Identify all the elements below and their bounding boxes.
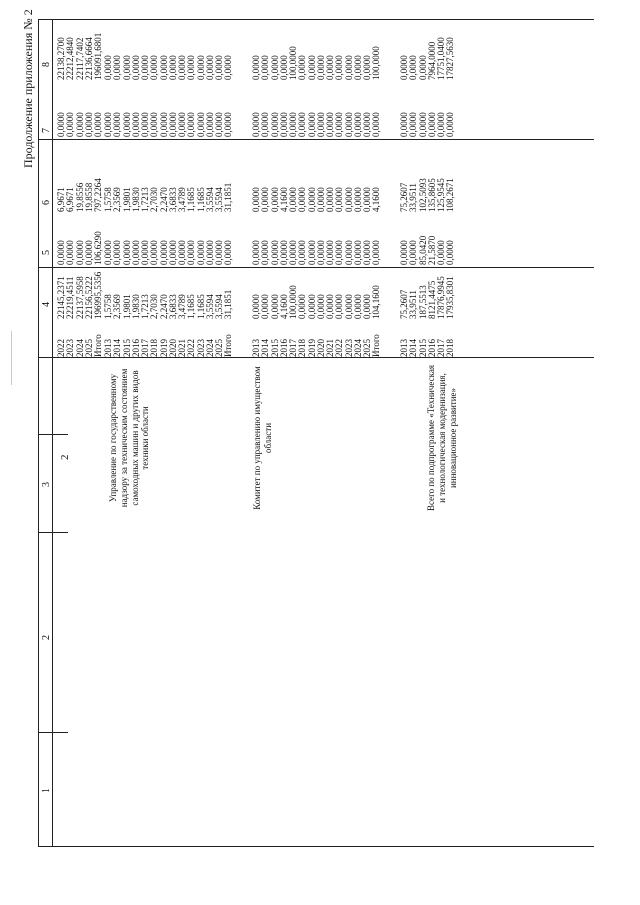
col4-cell: 0,0000: [306, 294, 317, 319]
col8-cell: 0,0000: [399, 55, 409, 80]
col6-cell: 3,5594: [204, 187, 215, 212]
col6-cell: 2,3569: [112, 187, 123, 212]
col6-cell: 1,5758: [103, 187, 113, 212]
year-cell: 2025: [83, 339, 94, 357]
col5-cell: 0,0000: [195, 240, 206, 265]
col7-cell: 0,0000: [140, 112, 150, 137]
col8-cell: 17827,5630: [445, 37, 456, 80]
col5-cell: 0,0000: [112, 240, 123, 265]
year-cell: 2014: [260, 339, 271, 357]
col8-cell: 0,0000: [112, 55, 123, 80]
col8-cell: 0,0000: [158, 55, 169, 80]
col7-cell: 0,0000: [56, 112, 66, 137]
col5-cell: 0,0000: [269, 240, 280, 265]
col7-cell: 0,0000: [121, 112, 132, 137]
col4-cell: 100,0000: [288, 285, 298, 319]
year-cell: 2020: [315, 339, 326, 357]
col8-cell: 22212,4840: [65, 37, 76, 80]
col7-cell: 0,0000: [103, 112, 113, 137]
col6-cell: 0,0000: [269, 187, 280, 212]
col8-cell: 0,0000: [167, 55, 178, 80]
col7-cell: 0,0000: [177, 112, 187, 137]
col7-cell: 0,0000: [306, 112, 317, 137]
year-cell: 2019: [306, 339, 317, 357]
col6-cell: 2,7030: [149, 187, 160, 212]
col4-cell: 0,0000: [325, 294, 335, 319]
col8-cell: 0,0000: [204, 55, 215, 80]
col4-cell: 0,0000: [315, 294, 326, 319]
col4-cell: 0,0000: [334, 294, 345, 319]
col8-cell: 0,0000: [334, 55, 345, 80]
year-cell: 2014: [112, 339, 123, 357]
year-cell: 2016: [278, 339, 289, 357]
continuation-title: Продолжение приложения № 2: [21, 9, 35, 168]
col6-cell: 2,2470: [158, 187, 169, 212]
col5-cell: 0,0000: [56, 240, 66, 265]
year-cell: 2016: [130, 339, 141, 357]
col6-cell: 19,8558: [83, 182, 94, 212]
col4-cell: 2,2470: [158, 294, 169, 319]
col7-cell: 0,0000: [352, 112, 363, 137]
col8-cell: 7964,0000: [426, 41, 437, 80]
col7-cell: 0,0000: [362, 112, 372, 137]
col4-cell: 0,0000: [260, 294, 271, 319]
col4-cell: 1,5758: [103, 294, 113, 319]
col5-cell: 0,0000: [352, 240, 363, 265]
col4-cell: 0,0000: [362, 294, 372, 319]
col5-cell: 85,0420: [417, 235, 428, 265]
year-cell: 2013: [399, 339, 409, 357]
col5-cell: 0,0000: [65, 240, 76, 265]
col4-cell: 4,1600: [278, 294, 289, 319]
col5-cell: 0,0000: [445, 240, 456, 265]
col4-cell: 0,0000: [269, 294, 280, 319]
col4-cell: 1,9830: [130, 294, 141, 319]
col5-cell: 0,0000: [288, 240, 298, 265]
col7-cell: 0,0000: [195, 112, 206, 137]
col-line-1: [38, 732, 68, 733]
col5-cell: 0,0000: [371, 240, 382, 265]
year-cell: 2013: [103, 339, 113, 357]
col4-cell: 0,0000: [343, 294, 354, 319]
col8-cell: 0,0000: [343, 55, 354, 80]
col7-cell: 0,0000: [65, 112, 76, 137]
col-line-2: [38, 434, 68, 435]
col5-cell: 0,0000: [334, 240, 345, 265]
col4-cell: 1,9801: [121, 294, 132, 319]
col8-cell: 0,0000: [214, 55, 224, 80]
year-cell: 2016: [426, 339, 437, 357]
col5-cell: 0,0000: [214, 240, 224, 265]
block-label: Управление по государственному надзору за техническим состоянием самоходных машин и других видов техники области: [108, 368, 151, 508]
col4-cell: 22137,5958: [74, 276, 85, 319]
col8-cell: 0,0000: [223, 55, 234, 80]
year-cell: 2025: [362, 339, 372, 357]
col5-cell: 0,0000: [130, 240, 141, 265]
col7-cell: 0,0000: [149, 112, 160, 137]
col8-cell: 22138,2700: [56, 37, 66, 80]
col5-cell: 0,0000: [278, 240, 289, 265]
col7-cell: 0,0000: [417, 112, 428, 137]
col4-cell: 22145,2371: [56, 276, 66, 319]
col8-cell: 0,0000: [195, 55, 206, 80]
colnum-7: 7: [41, 128, 52, 133]
year-cell: 2023: [65, 339, 76, 357]
col7-cell: 0,0000: [260, 112, 271, 137]
col6-cell: 3,4789: [177, 187, 187, 212]
col7-cell: 0,0000: [288, 112, 298, 137]
year-cell: 2024: [204, 339, 215, 357]
year-cell: Итого: [93, 334, 103, 357]
col8-cell: 0,0000: [315, 55, 326, 80]
year-cell: 2018: [297, 339, 308, 357]
col4-cell: 3,5594: [204, 294, 215, 319]
col8-cell: 0,0000: [417, 55, 428, 80]
table-left-border: [38, 846, 594, 847]
col6-cell: 0,0000: [288, 187, 298, 212]
year-cell: 2017: [436, 339, 446, 357]
colnum-5: 5: [41, 250, 52, 255]
year-cell: 2018: [149, 339, 160, 357]
col8-cell: 0,0000: [352, 55, 363, 80]
col6-cell: 75,2607: [399, 182, 409, 212]
col6-cell: 33,9511: [408, 183, 419, 212]
col7-cell: 0,0000: [399, 112, 409, 137]
col4-cell: 0,0000: [251, 294, 261, 319]
block-label: Комитет по управлению имуществом области: [252, 366, 273, 510]
col6-cell: 1,7213: [140, 187, 150, 212]
col4-cell: 1,7213: [140, 294, 150, 319]
col6-cell: 6,9671: [65, 187, 76, 212]
year-cell: 2018: [445, 339, 456, 357]
col8-cell: 0,0000: [269, 55, 280, 80]
year-cell: 2022: [56, 339, 66, 357]
col4-cell: 75,2607: [399, 289, 409, 319]
col7-cell: 0,0000: [158, 112, 169, 137]
col6-cell: 0,0000: [297, 187, 308, 212]
col6-cell: 0,0000: [251, 187, 261, 212]
col4-cell: 1,1685: [195, 294, 206, 319]
col7-cell: 0,0000: [186, 112, 197, 137]
col6-cell: 125,9545: [436, 178, 446, 212]
col7-cell: 0,0000: [130, 112, 141, 137]
col6-cell: 0,0000: [352, 187, 363, 212]
col5-cell: 0,0000: [325, 240, 335, 265]
col5-cell: 0,0000: [167, 240, 178, 265]
year-cell: 2014: [408, 339, 419, 357]
col-line-b: [38, 267, 594, 268]
col7-cell: 0,0000: [269, 112, 280, 137]
col6-cell: 4,1600: [371, 187, 382, 212]
col7-cell: 0,0000: [278, 112, 289, 137]
col8-cell: 0,0000: [130, 55, 141, 80]
col5-cell: 0,0000: [158, 240, 169, 265]
col8-cell: 0,0000: [362, 55, 372, 80]
col8-cell: 0,0000: [103, 55, 113, 80]
col8-cell: 196091,6801: [93, 32, 103, 80]
col7-cell: 0,0000: [223, 112, 234, 137]
colnum-1: 1: [41, 788, 52, 793]
col8-cell: 22136,6664: [83, 37, 94, 80]
year-cell: 2022: [186, 339, 197, 357]
col7-cell: 0,0000: [204, 112, 215, 137]
col7-cell: 0,0000: [445, 112, 456, 137]
col4-cell: 33,9511: [408, 290, 419, 319]
top-header-number: 2: [59, 454, 71, 460]
col8-cell: 0,0000: [121, 55, 132, 80]
col8-cell: 0,0000: [260, 55, 271, 80]
col8-cell: 0,0000: [297, 55, 308, 80]
col5-cell: 0,0000: [83, 240, 94, 265]
col7-cell: 0,0000: [297, 112, 308, 137]
col5-cell: 0,0000: [103, 240, 113, 265]
colnum-4: 4: [41, 302, 52, 307]
col4-cell: 17876,9945: [436, 276, 446, 319]
col8-cell: 0,0000: [251, 55, 261, 80]
col4-cell: 0,0000: [297, 294, 308, 319]
col5-cell: 0,0000: [297, 240, 308, 265]
year-cell: Итого: [223, 334, 234, 357]
col6-cell: 1,1685: [186, 187, 197, 212]
year-cell: 2023: [195, 339, 206, 357]
col6-cell: 0,0000: [260, 187, 271, 212]
col8-cell: 22117,7402: [74, 37, 85, 80]
col8-cell: 100,0000: [288, 46, 298, 80]
col6-cell: 0,0000: [362, 187, 372, 212]
year-cell: 2020: [167, 339, 178, 357]
year-cell: 2021: [325, 339, 335, 357]
col4-cell: 187,5513: [417, 285, 428, 319]
col6-cell: 135,8605: [426, 178, 437, 212]
col7-cell: 0,0000: [371, 112, 382, 137]
col6-cell: 0,0000: [343, 187, 354, 212]
col5-cell: 0,0000: [343, 240, 354, 265]
col5-cell: 0,0000: [306, 240, 317, 265]
col5-cell: 0,0000: [186, 240, 197, 265]
col4-cell: 3,5594: [214, 294, 224, 319]
col5-cell: 0,0000: [399, 240, 409, 265]
col8-cell: 100,0000: [371, 46, 382, 80]
col6-cell: 0,0000: [315, 187, 326, 212]
col8-cell: 0,0000: [408, 55, 419, 80]
col5-cell: 0,0000: [408, 240, 419, 265]
col5-cell: 0,0000: [223, 240, 234, 265]
col8-cell: 0,0000: [278, 55, 289, 80]
col8-cell: 0,0000: [186, 55, 197, 80]
col5-cell: 21,5870: [426, 235, 437, 265]
block-label: Всего по подпрограмме «Техническая и технологическая модернизация, инновационное развитие»: [426, 365, 458, 511]
col4-cell: 3,4789: [177, 294, 187, 319]
col5-cell: 0,0000: [74, 240, 85, 265]
col6-cell: 797,2264: [93, 178, 103, 212]
col6-cell: 0,0000: [334, 187, 345, 212]
col6-cell: 3,5594: [214, 187, 224, 212]
col5-cell: 0,0000: [121, 240, 132, 265]
col7-cell: 0,0000: [343, 112, 354, 137]
col5-cell: 0,0000: [362, 240, 372, 265]
col4-cell: 8121,4475: [426, 280, 437, 319]
col7-cell: 0,0000: [334, 112, 345, 137]
col4-cell: 17935,8301: [445, 276, 456, 319]
col6-cell: 6,9671: [56, 187, 66, 212]
colnum-3: 3: [41, 482, 52, 487]
col6-cell: 19,8556: [74, 182, 85, 212]
year-cell: 2015: [417, 339, 428, 357]
col5-cell: 0,0000: [260, 240, 271, 265]
year-cell: Итого: [371, 334, 382, 357]
col5-cell: 0,0000: [177, 240, 187, 265]
year-cell: 2015: [269, 339, 280, 357]
col8-cell: 0,0000: [177, 55, 187, 80]
margin-fragment: ...........................: [5, 331, 14, 385]
col5-cell: 0,0000: [436, 240, 446, 265]
year-cell: 2015: [121, 339, 132, 357]
col-line-a: [38, 139, 594, 140]
col8-cell: 0,0000: [149, 55, 160, 80]
colnum-8: 8: [41, 62, 52, 67]
col7-cell: 0,0000: [83, 112, 94, 137]
year-cell: 2017: [140, 339, 150, 357]
col7-cell: 0,0000: [408, 112, 419, 137]
col7-cell: 0,0000: [74, 112, 85, 137]
year-cell: 2021: [177, 339, 187, 357]
col8-cell: 0,0000: [325, 55, 335, 80]
col7-cell: 0,0000: [426, 112, 437, 137]
col6-cell: 4,1600: [278, 187, 289, 212]
col4-cell: 196995,5356: [93, 271, 103, 319]
col5-cell: 106,6290: [93, 231, 103, 265]
col4-cell: 2,3569: [112, 294, 123, 319]
year-cell: 2023: [343, 339, 354, 357]
colnum-2: 2: [41, 635, 52, 640]
col5-cell: 0,0000: [140, 240, 150, 265]
col6-cell: 108,2671: [445, 178, 456, 212]
col7-cell: 0,0000: [436, 112, 446, 137]
col7-cell: 0,0000: [93, 112, 103, 137]
col8-cell: 0,0000: [306, 55, 317, 80]
year-cell: 2017: [288, 339, 298, 357]
col5-cell: 0,0000: [251, 240, 261, 265]
col7-cell: 0,0000: [325, 112, 335, 137]
col5-cell: 0,0000: [315, 240, 326, 265]
colnum-6: 6: [41, 200, 52, 205]
col5-cell: 0,0000: [204, 240, 215, 265]
col7-cell: 0,0000: [315, 112, 326, 137]
year-cell: 2025: [214, 339, 224, 357]
col7-cell: 0,0000: [251, 112, 261, 137]
col6-cell: 1,1685: [195, 187, 206, 212]
year-cell: 2024: [74, 339, 85, 357]
col6-cell: 102,5093: [417, 178, 428, 212]
col5-cell: 0,0000: [149, 240, 160, 265]
col4-cell: 22156,5222: [83, 276, 94, 319]
col6-cell: 0,0000: [306, 187, 317, 212]
col7-cell: 0,0000: [214, 112, 224, 137]
col6-cell: 1,9801: [121, 187, 132, 212]
col4-cell: 104,1600: [371, 285, 382, 319]
year-cell: 2019: [158, 339, 169, 357]
col-line-c: [38, 357, 594, 358]
col4-cell: 0,0000: [352, 294, 363, 319]
col6-cell: 1,9830: [130, 187, 141, 212]
col6-cell: 3,6833: [167, 187, 178, 212]
col6-cell: 31,1851: [223, 182, 234, 212]
col6-cell: 0,0000: [325, 187, 335, 212]
col4-cell: 31,1851: [223, 289, 234, 319]
col4-cell: 3,6833: [167, 294, 178, 319]
year-cell: 2022: [334, 339, 345, 357]
col8-cell: 17751,0400: [436, 37, 446, 80]
col-line-d: [38, 532, 68, 533]
col4-cell: 22219,4511: [65, 276, 76, 319]
year-cell: 2013: [251, 339, 261, 357]
col8-cell: 0,0000: [140, 55, 150, 80]
col7-cell: 0,0000: [167, 112, 178, 137]
table-right-border: [38, 19, 594, 20]
col4-cell: 1,1685: [186, 294, 197, 319]
col4-cell: 2,7030: [149, 294, 160, 319]
col7-cell: 0,0000: [112, 112, 123, 137]
year-cell: 2024: [352, 339, 363, 357]
